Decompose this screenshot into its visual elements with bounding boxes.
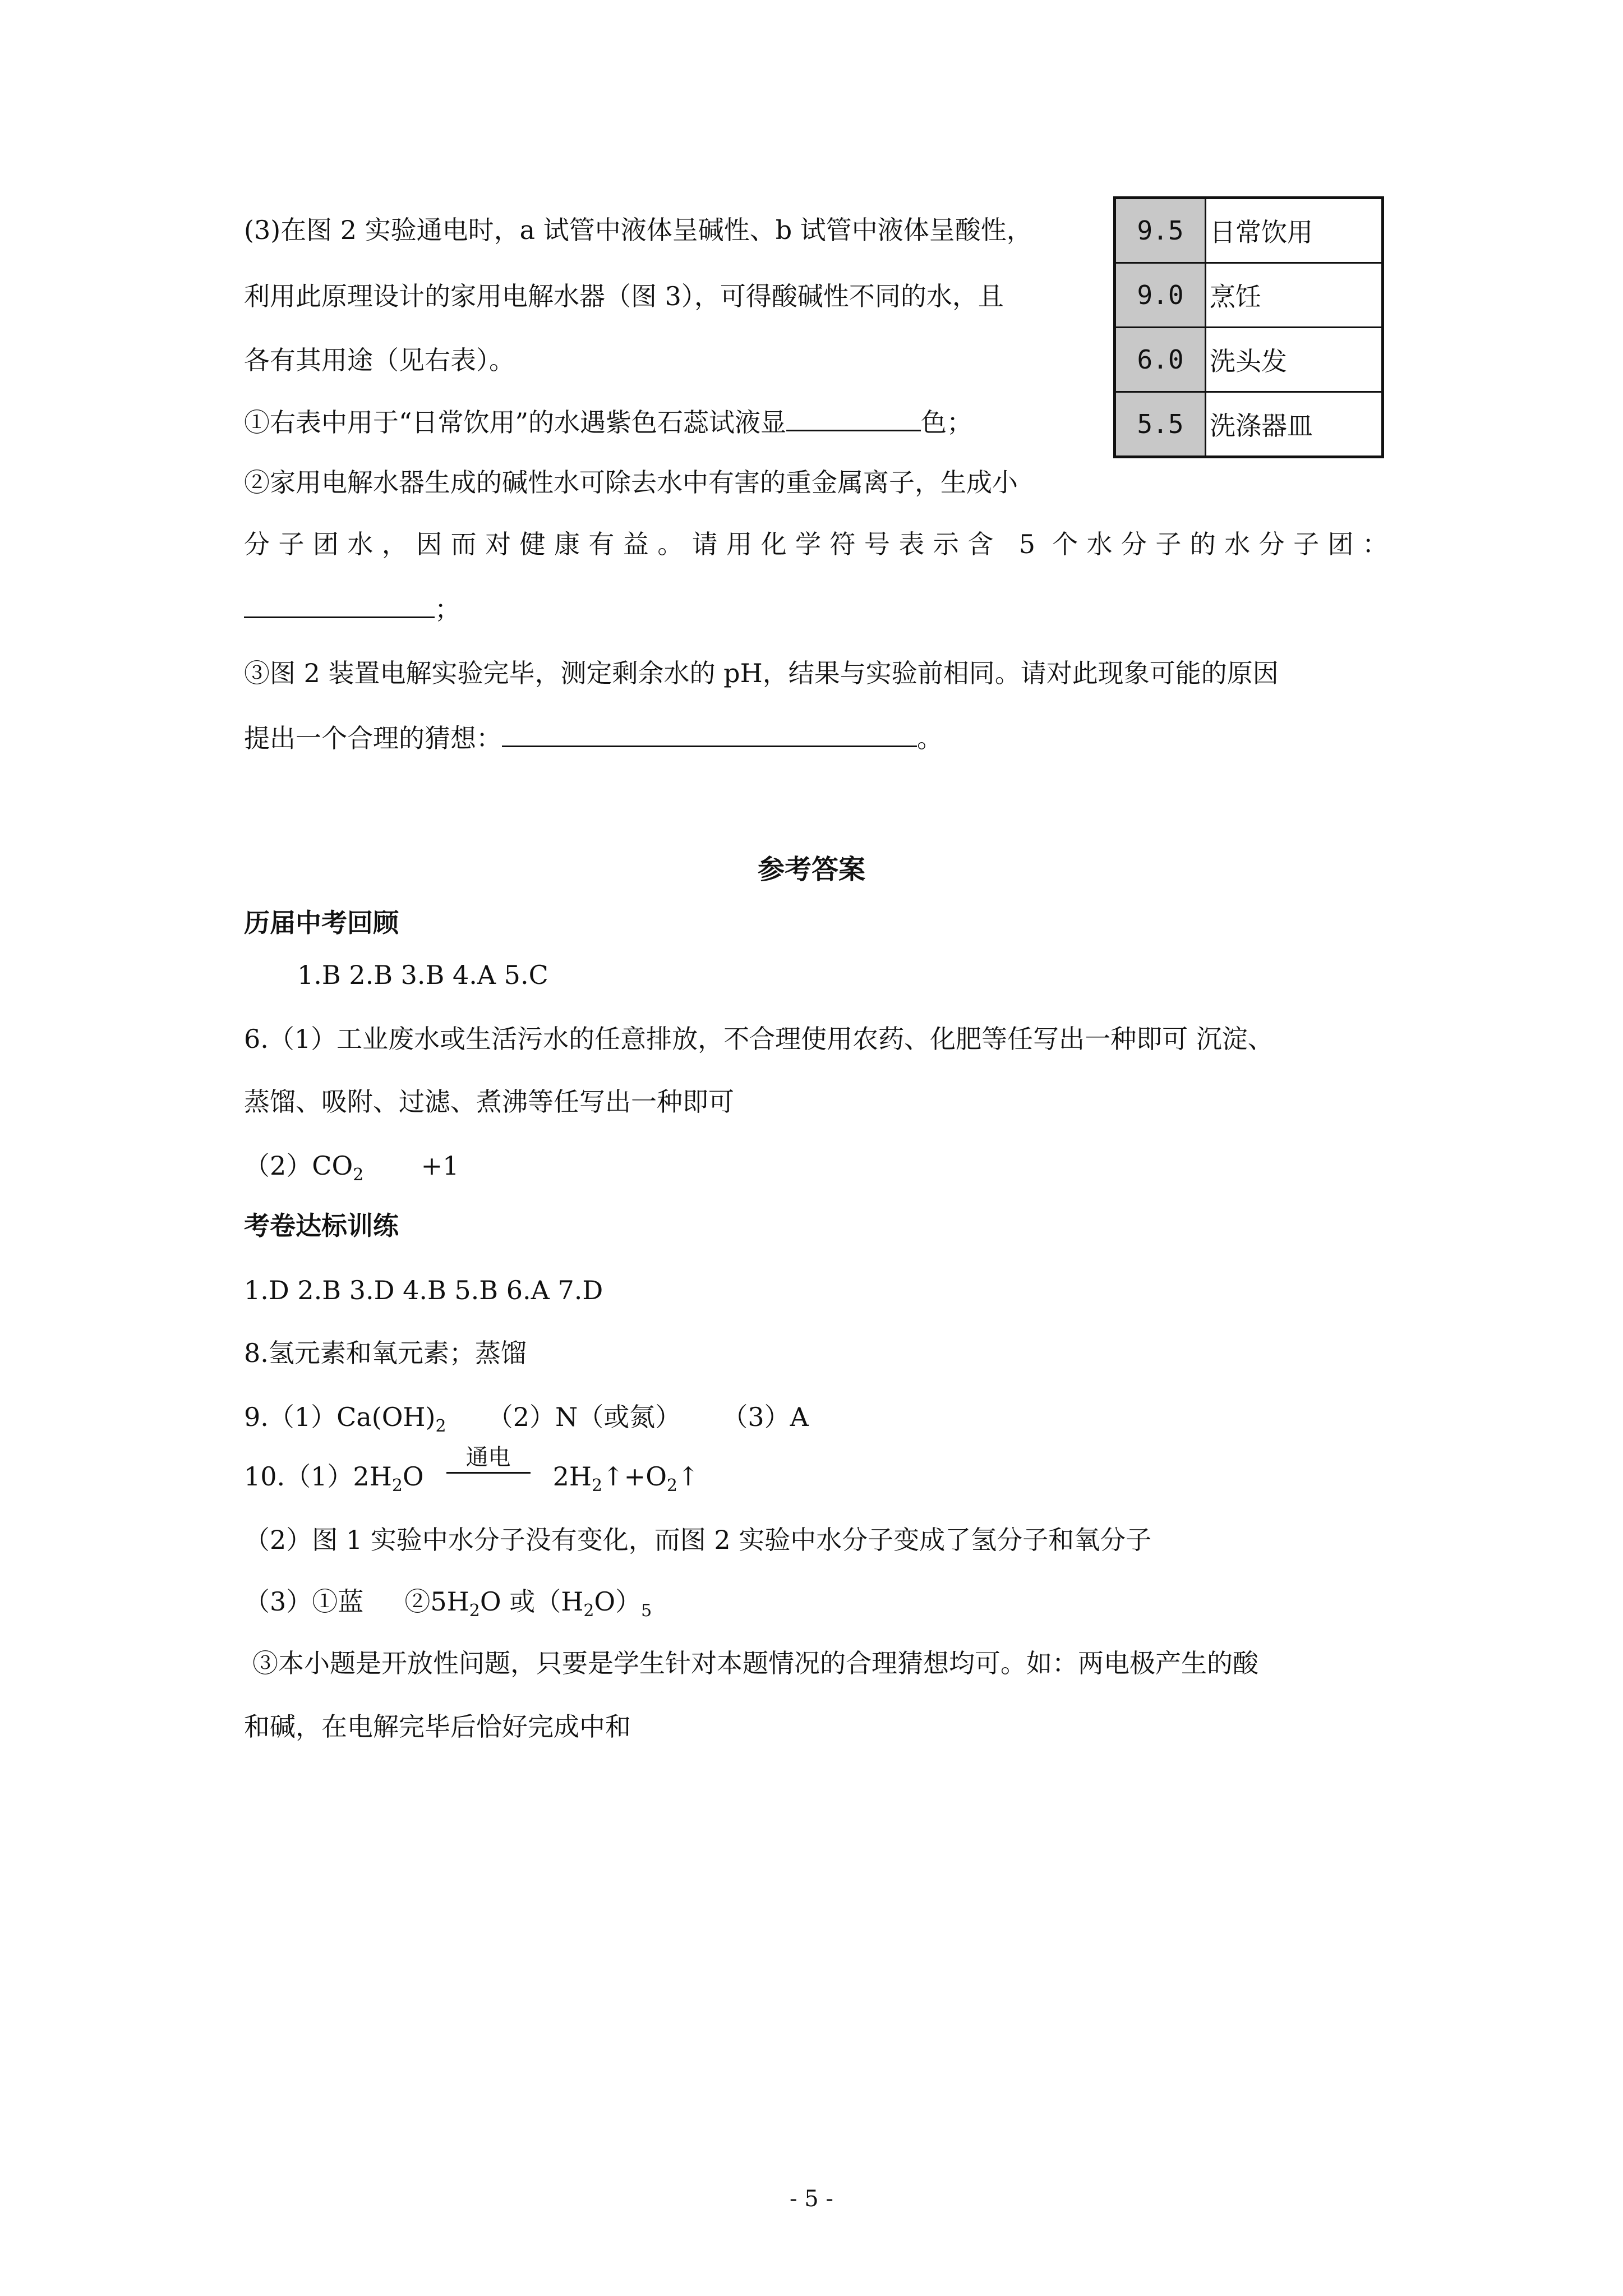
usage-cell: 日常饮用: [1206, 198, 1383, 263]
answer-blank-hypothesis[interactable]: [502, 721, 917, 747]
question-3-prefix: 提出一个合理的猜想：: [244, 723, 502, 753]
equation-product-h2: 2H: [552, 1461, 592, 1492]
answer-6-line2: 蒸馏、吸附、过滤、煮沸等任写出一种即可: [244, 1087, 734, 1117]
question-2-line1: ②家用电解水器生成的碱性水可除去水中有害的重金属离子，生成小: [244, 467, 1018, 498]
answer-6-part2: [244, 1149, 459, 1185]
reaction-bar: [446, 1472, 531, 1474]
ph-value-cell: 6.0: [1115, 328, 1206, 392]
answer-10-part3-mid2: O）: [594, 1586, 642, 1617]
reaction-condition-arrow: [446, 1444, 531, 1493]
question-1-suffix: 色；: [921, 407, 973, 438]
answer-9: [244, 1400, 809, 1434]
answers-title: 参考答案: [757, 854, 865, 885]
question-intro-line1: (3)在图 2 实验通电时，a 试管中液体呈碱性、b 试管中液体呈酸性，: [244, 215, 1032, 245]
subscript: 2: [592, 1476, 603, 1496]
ph-value-cell: 9.5: [1115, 198, 1206, 263]
reaction-condition: 通电: [465, 1444, 511, 1470]
section2-multiple-choice: 1.D 2.B 3.D 4.B 5.B 6.A 7.D: [244, 1275, 603, 1305]
question-intro-line2: 利用此原理设计的家用电解水器（图 3），可得酸碱性不同的水，且: [244, 281, 1004, 311]
question-2-line2: 分子团水，因而对健康有益。请用化学符号表示含 5 个水分子的水分子团：: [244, 529, 1388, 559]
answer-10-part3-mid: O 或（H: [479, 1586, 584, 1617]
answer-9-rest: （2）N（或氮） （3）A: [446, 1402, 809, 1432]
equation-reactant: 10.（1）2H: [244, 1461, 392, 1492]
answer-10-part2: （2）图 1 实验中水分子没有变化，而图 2 实验中水分子变成了氢分子和氧分子: [244, 1525, 1152, 1555]
subscript: 2: [353, 1165, 364, 1185]
answer-9-part1: 9.（1）Ca(OH): [244, 1402, 436, 1432]
question-3-suffix: 。: [917, 723, 943, 753]
equation-product-o2: ↑+O: [602, 1461, 667, 1492]
answer-10-note-line1: ③本小题是开放性问题，只要是学生针对本题情况的合理猜想均可。如：两电极产生的酸: [252, 1648, 1258, 1678]
subscript: 5: [641, 1601, 652, 1621]
usage-cell: 洗头发: [1206, 328, 1383, 392]
question-intro-line3: 各有其用途（见右表）。: [244, 345, 515, 375]
answer-blank-color[interactable]: [786, 405, 921, 431]
usage-cell: 烹饪: [1206, 263, 1383, 328]
answer-8: 8.氢元素和氧元素；蒸馏: [244, 1338, 527, 1368]
table-row: [1115, 328, 1383, 392]
question-2-blank-line: [244, 592, 460, 626]
gas-arrow: ↑: [677, 1461, 699, 1492]
question-2-suffix: ；: [435, 594, 460, 624]
subscript: 2: [583, 1601, 594, 1621]
page-number: - 5 -: [790, 2186, 833, 2212]
answer-6-line1: 6.（1）工业废水或生活污水的任意排放，不合理使用农药、化肥等任写出一种即可 沉淀、: [244, 1024, 1274, 1054]
answer-10-note-line2: 和碱，在电解完毕后恰好完成中和: [244, 1711, 631, 1742]
table-row: [1115, 392, 1383, 457]
question-3-line1: ③图 2 装置电解实验完毕，测定剩余水的 pH，结果与实验前相同。请对此现象可能的原因: [244, 658, 1279, 688]
table-row: [1115, 263, 1383, 328]
section1-multiple-choice: 1.B 2.B 3.B 4.A 5.C: [297, 960, 548, 990]
question-1: [244, 405, 972, 439]
equation-reactant-o: O: [402, 1461, 424, 1492]
answer-10-equation: [244, 1444, 699, 1496]
ph-usage-table: [1113, 196, 1384, 458]
answer-10-part3-prefix: （3）①蓝 ②5H: [244, 1586, 469, 1617]
table-row: [1115, 198, 1383, 263]
subscript: 2: [435, 1416, 446, 1436]
answer-blank-molecule-cluster[interactable]: [244, 592, 435, 618]
ph-value-cell: 9.0: [1115, 263, 1206, 328]
answer-6-part2-valence: +1: [363, 1151, 459, 1181]
ph-value-cell: 5.5: [1115, 392, 1206, 457]
usage-cell: 洗涤器皿: [1206, 392, 1383, 457]
subscript: 2: [391, 1476, 403, 1496]
section-heading-past-exams: 历届中考回顾: [244, 908, 399, 938]
section-heading-practice: 考卷达标训练: [244, 1211, 399, 1241]
answer-6-part2-formula: （2）CO: [244, 1151, 353, 1181]
subscript: 2: [666, 1476, 678, 1496]
subscript: 2: [469, 1601, 480, 1621]
question-1-prefix: ①右表中用于“日常饮用”的水遇紫色石蕊试液显: [244, 407, 787, 438]
answer-10-part3: [244, 1585, 652, 1621]
question-3-line2: [244, 721, 943, 755]
